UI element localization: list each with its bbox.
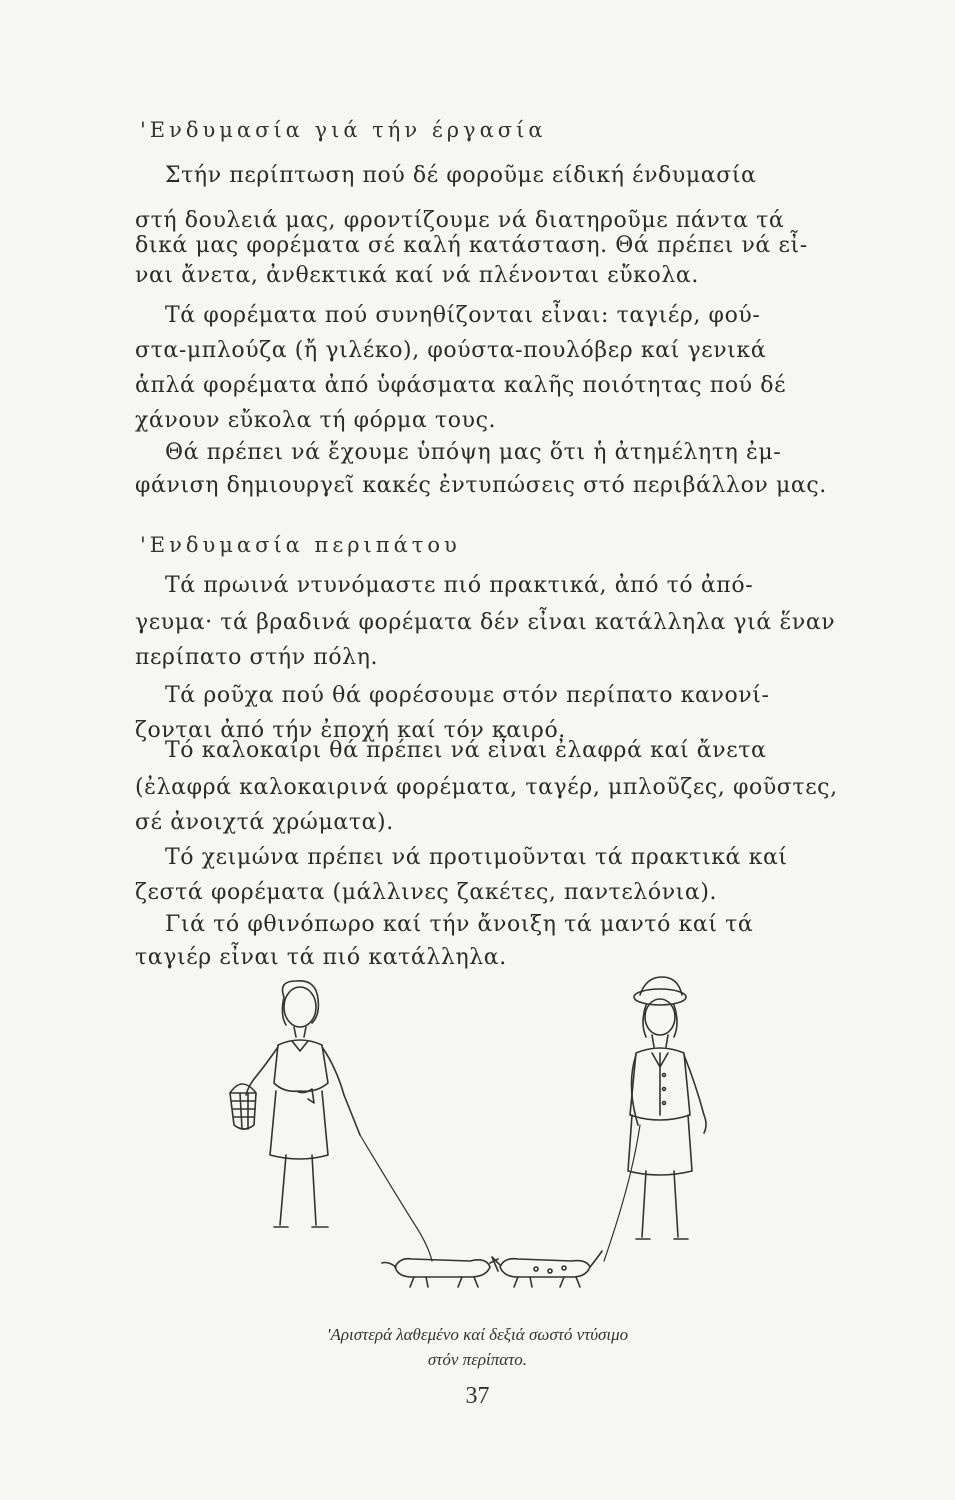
left-dog-figure [382,1259,498,1287]
text-line: χάνουν εὔκολα τή φόρμα τους. [135,408,497,433]
right-woman-figure [604,977,706,1261]
figure-caption-line1: 'Αριστερά λαθεμένο καί δεξιά σωστό ντύσιμο [326,1325,629,1344]
text-line: φάνιση δημιουργεῖ κακές ἐντυπώσεις στό περιβάλλον μας. [135,473,827,498]
text-line: Στήν περίπτωση πού δέ φοροῦμε είδική ένδυμασία [165,163,757,188]
text-line: ζονται ἀπό τήν ἐποχή καί τόν καιρό. [135,718,566,743]
figure-caption-line2: στόν περίπατο. [427,1350,528,1369]
text-line: ναι ἄνετα, ἀνθεκτικά καί νά πλένονται εὔκολα. [135,263,699,288]
right-dog-figure [492,1251,602,1287]
text-line: Τά πρωινά ντυνόμαστε πιό πρακτικά, ἀπό τό ἀπό- [165,573,754,598]
text-line: Γιά τό φθινόπωρο καί τήν ἄνοιξη τά μαντό καί τά [165,912,754,937]
text-line: στή δουλειά μας, φροντίζουμε νά διατηροῦμε πάντα τά [135,208,785,233]
text-line: γευμα· τά βραδινά φορέματα δέν εἶναι κατάλληλα γιά ἕναν [135,610,836,635]
text-line: Τό χειμώνα πρέπει νά προτιμοῦνται τά πρακτικά καί [165,845,788,870]
text-line: Θά πρέπει νά ἔχουμε ὑπόψη μας ὅτι ἡ ἀτημέλητη ἐμ- [165,440,782,465]
text-line: Τό καλοκαίρι θά πρέπει νά εἶναι ἐλαφρά καί ἄνετα [165,738,767,763]
text-line: ἁπλά φορέματα ἀπό ὑφάσματα καλῆς ποιότητας πού δέ [135,373,787,398]
text-line: δικά μας φορέματα σέ καλή κατάσταση. Θά πρέπει νά εἶ- [135,233,808,258]
illustration-two-women-walking-dogs [200,975,820,1305]
text-line: Τά ροῦχα πού θά φορέσουμε στόν περίπατο κανονί- [165,683,770,708]
text-line: περίπατο στήν πόλη. [135,645,379,670]
text-line: (ἐλαφρά καλοκαιρινά φορέματα, ταγέρ, μπλοῦζες, φοῦστες, [135,775,838,800]
section-heading-walk: 'Ενδυμασία περιπάτου [140,533,461,557]
text-line: σέ ἀνοιχτά χρώματα). [135,810,394,835]
left-woman-figure [230,981,432,1261]
text-line: ταγιέρ εἶναι τά πιό κατάλληλα. [135,945,507,970]
text-line: ζεστά φορέματα (μάλλινες ζακέτες, παντελόνια). [135,880,718,905]
text-line: στα-μπλούζα (ἤ γιλέκο), φούστα-πουλόβερ καί γενικά [135,338,767,363]
section-heading-work: 'Ενδυμασία γιά τήν έργασία [140,118,547,142]
text-line: Τά φορέματα πού συνηθίζονται εἶναι: ταγιέρ, φού- [165,303,761,328]
page-number: 37 [465,1383,490,1409]
